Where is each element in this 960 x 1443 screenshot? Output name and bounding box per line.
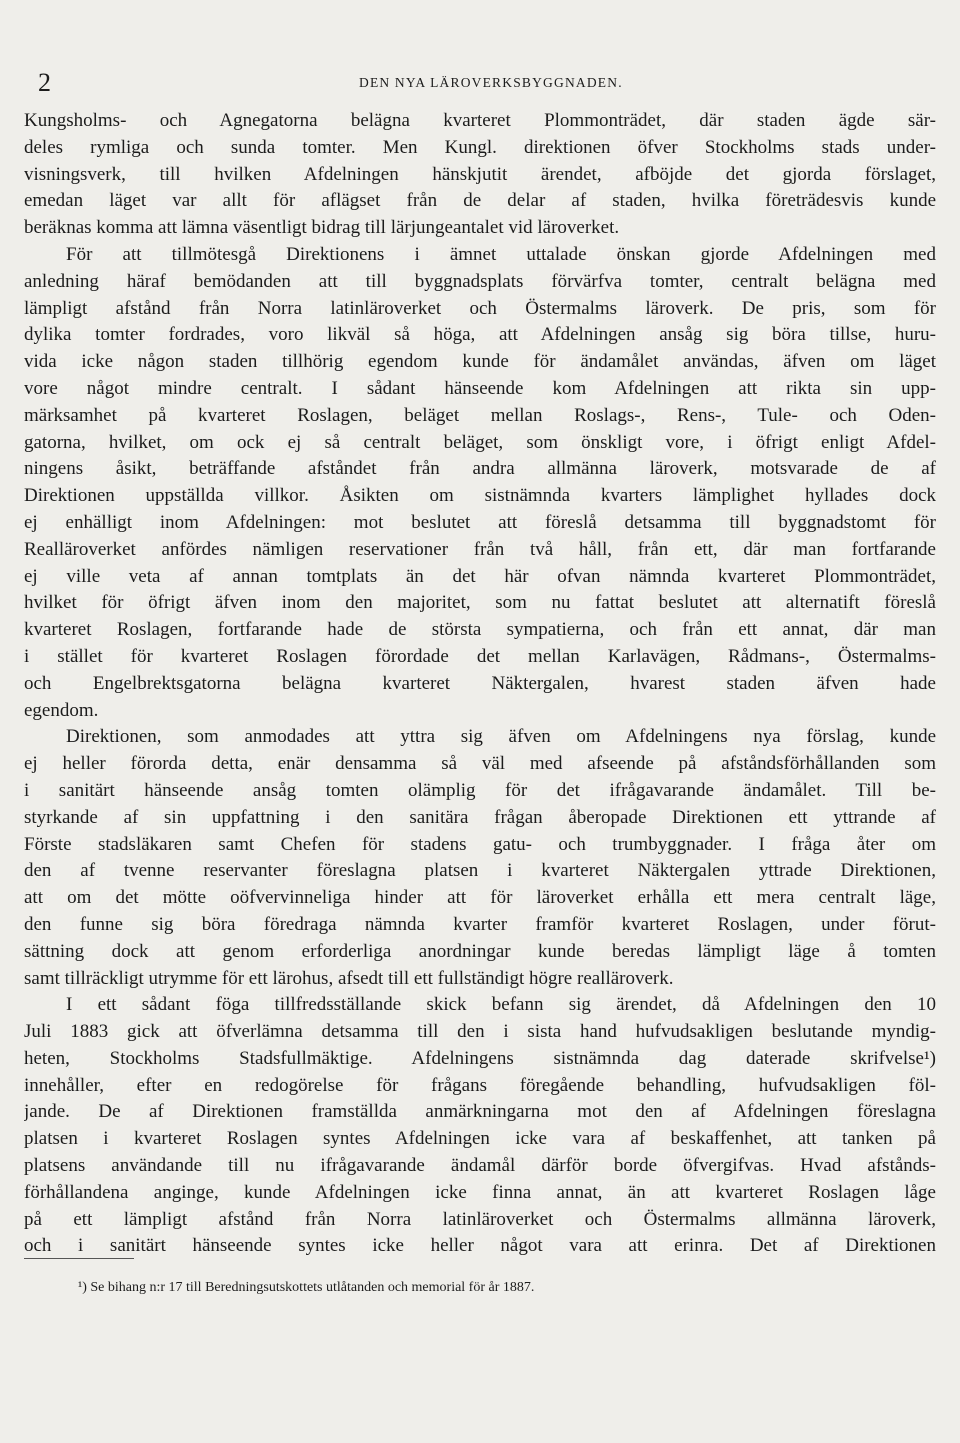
text-line: styrkande af sin uppfattning i den sanitära frågan åberopade Direktionen ett yttrande af (24, 806, 936, 828)
text-line: innehåller, efter en redogörelse för frågans föregående behandling, hufvudsakligen föl- (24, 1074, 936, 1096)
text-line: Realläroverket anfördes nämligen reservationer från två håll, från ett, där man fortfarande (24, 538, 936, 560)
text-line: den funne sig böra föredraga nämnda kvarter framför kvarteret Roslagen, under förut- (24, 913, 936, 935)
page-number: 2 (38, 68, 51, 97)
text-line: kvarteret Roslagen, fortfarande hade de största sympatierna, och från ett annat, där man (24, 619, 936, 641)
text-line: emedan läget var allt för aflägset från de delar af staden, hvilka företrädesvis kunde (24, 190, 936, 212)
text-line: jande. De af Direktionen framställda anmärkningarna mot den af Afdelningen föreslagna (24, 1101, 936, 1123)
text-line: platsen i kvarteret Roslagen syntes Afdelningen icke vara af beskaffenhet, att tanken på (24, 1128, 936, 1150)
text-line: För att tillmötesgå Direktionens i ämnet uttalade önskan gjorde Afdelningen med (66, 243, 936, 265)
body-text (24, 108, 936, 1260)
text-line: Direktionen, som anmodades att yttra sig äfven om Afdelningens nya förslag, kunde (66, 726, 936, 748)
text-line: Juli 1883 gick att öfverlämna detsamma till den i sista hand hufvudsakligen beslutande myndig- (24, 1021, 936, 1043)
text-line: ej heller förorda detta, enär densamma så väl med afseende på afståndsförhållanden som (24, 753, 936, 775)
text-line: gatorna, hvilket, om ock ej så centralt beläget, som önskligt vore, i öfrigt enligt Afdel- (24, 431, 936, 453)
text-line: vore något mindre centralt. I sådant hänseende kom Afdelningen att rikta sin upp- (24, 377, 936, 399)
text-line: den af tvenne reservanter föreslagna platsen i kvarteret Näktergalen yttrade Direktionen, (24, 860, 936, 882)
text-line: förhållandena anginge, kunde Afdelningen icke finna annat, än att kvarteret Roslagen låge (24, 1181, 936, 1203)
text-line: dylika tomter fordrades, voro likväl så höga, att Afdelningen ansåg sig böra tillse, huru- (24, 324, 936, 346)
text-line: i stället för kvarteret Roslagen förordade det mellan Karlavägen, Rådmans-, Östermalms- (24, 645, 936, 667)
footnote: ¹) Se bihang n:r 17 till Beredningsutskottets utlåtanden och memorial för år 1887. (78, 1280, 535, 1295)
text-line: heten, Stockholms Stadsfullmäktige. Afdelningens sistnämnda dag daterade skrifvelse¹) (24, 1047, 936, 1069)
text-line: märksamhet på kvarteret Roslagen, beläget mellan Roslags-, Rens-, Tule- och Oden- (24, 404, 936, 426)
text-line: på ett lämpligt afstånd från Norra latinläroverket och Östermalms allmänna läroverk, (24, 1208, 936, 1230)
text-line: visningsverk, till hvilken Afdelningen hänskjutit ärendet, afböjde det gjorda förslaget, (24, 163, 936, 185)
text-line: Förste stadsläkaren samt Chefen för stadens gatu- och trumbyggnader. I fråga åter om (24, 833, 936, 855)
text-line: och Engelbrektsgatorna belägna kvarteret Näktergalen, hvarest staden äfven hade (24, 672, 936, 694)
page-header (24, 68, 936, 98)
text-line: ej enhälligt inom Afdelningen: mot beslutet att föreslå detsamma till byggnadstomt för (24, 511, 936, 533)
text-line: ningens åsikt, beträffande afståndet från andra allmänna läroverk, motsvarade de af (24, 458, 936, 480)
text-line: ej ville veta af annan tomtplats än det här ofvan nämnda kvarteret Plommonträdet, (24, 565, 936, 587)
text-line: Direktionen uppställda villkor. Åsikten om sistnämnda kvarters lämplighet hyllades dock (24, 485, 936, 507)
text-line: Kungsholms- och Agnegatorna belägna kvarteret Plommonträdet, där staden ägde sär- (24, 110, 936, 131)
text-line: vida icke någon staden tillhörig egendom kunde för ändamålet användas, äfven om läget (24, 351, 936, 373)
text-line: samt tillräckligt utrymme för ett lärohus, afsedt till ett fullständigt högre realläroverk. (24, 967, 674, 989)
text-line: att om det mötte oöfvervinneliga hinder att för läroverket erhålla ett mera centralt läge, (24, 887, 936, 909)
text-line: sättning dock att genom erforderliga anordningar kunde beredas lämpligt läge å tomten (24, 940, 936, 962)
text-line: lämpligt afstånd från Norra latinläroverket och Östermalms läroverk. De pris, som för (24, 297, 936, 319)
text-line: beräknas komma att lämna väsentligt bidrag till lärjungeantalet vid läroverket. (24, 217, 620, 239)
text-line: och i sanitärt hänseende syntes icke heller något vara att erinra. Det af Direktionen (24, 1235, 936, 1257)
text-line: I ett sådant föga tillfredsställande skick befann sig ärendet, då Afdelningen den 10 (66, 994, 936, 1016)
text-line: anledning häraf bemödanden att till byggnadsplats förvärfva tomter, centralt belägna med (24, 270, 936, 292)
text-line: i sanitärt hänseende ansåg tomten olämplig för det ifrågavarande ändamålet. Till be- (24, 779, 936, 801)
running-title: DEN NYA LÄROVERKSBYGGNADEN. (359, 75, 623, 90)
text-line: hvilket för öfrigt äfven inom den majoritet, som nu fattat beslutet att alternatift föreslå (24, 592, 936, 614)
footnote-divider (24, 1258, 134, 1259)
text-line: egendom. (24, 699, 99, 721)
text-line: deles rymliga och sunda tomter. Men Kungl. direktionen öfver Stockholms stads under- (24, 136, 936, 158)
text-line: platsens användande till nu ifrågavarande ändamål därför borde öfvergifvas. Hvad afstånds- (24, 1155, 936, 1177)
